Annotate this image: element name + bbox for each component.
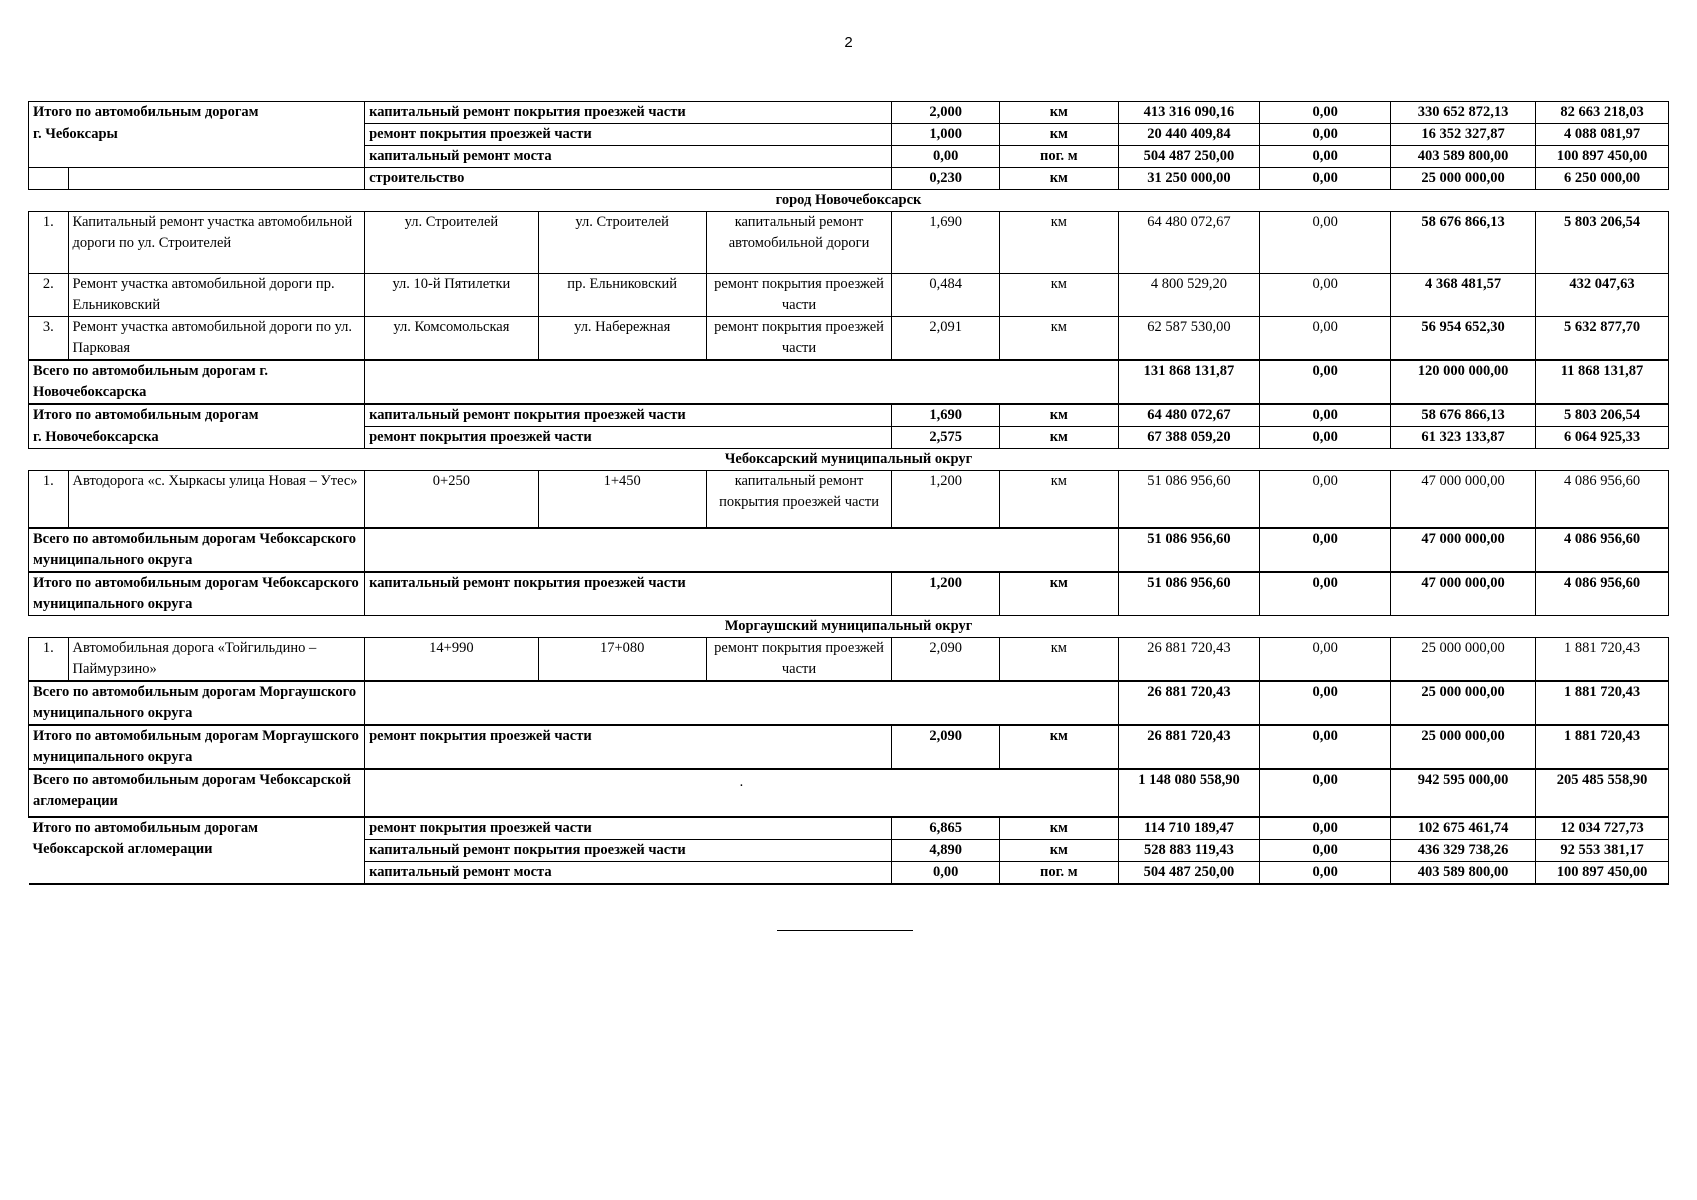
table-row: [29, 404, 1669, 427]
totals-label: г. Чебоксары: [29, 124, 365, 146]
work-type: ремонт покрытия проезжей части: [706, 274, 892, 317]
total-amount: 31 250 000,00: [1118, 168, 1260, 190]
section-title: город Новочебоксарск: [29, 190, 1669, 212]
local-amount: 100 897 450,00: [1536, 146, 1669, 168]
object-name: Автомобильная дорога «Тойгильдино – Паймурзино»: [68, 637, 365, 681]
start-point: ул. 10-й Пятилетки: [365, 274, 539, 317]
empty-cell: [365, 681, 1119, 725]
empty-cell: [365, 360, 1119, 404]
unit: км: [1000, 427, 1119, 449]
end-point: пр. Ельниковский: [538, 274, 706, 317]
start-point: 0+250: [365, 471, 539, 528]
section-header-row: [29, 190, 1669, 212]
unit: км: [1000, 725, 1119, 769]
object-name: Ремонт участка автомобильной дороги пр. Ельниковский: [68, 274, 365, 317]
length: 2,090: [892, 725, 1000, 769]
table-row: [29, 839, 1669, 861]
total-amount: 64 480 072,67: [1118, 212, 1260, 274]
totals-label: Итого по автомобильным дорогам: [29, 817, 365, 840]
end-point: ул. Строителей: [538, 212, 706, 274]
item-number: 1.: [29, 212, 69, 274]
unit: км: [1000, 274, 1119, 317]
work-type: ремонт покрытия проезжей части: [365, 124, 892, 146]
federal-amount: 0,00: [1260, 404, 1391, 427]
section-title: Моргаушский муниципальный округ: [29, 615, 1669, 637]
work-type: капитальный ремонт автомобильной дороги: [706, 212, 892, 274]
length: 1,690: [892, 404, 1000, 427]
work-type: ремонт покрытия проезжей части: [365, 817, 892, 840]
length: 2,000: [892, 102, 1000, 124]
local-amount: 1 881 720,43: [1536, 637, 1669, 681]
length: 6,865: [892, 817, 1000, 840]
road-works-table: [28, 101, 1669, 885]
local-amount: 5 803 206,54: [1536, 404, 1669, 427]
item-number: 1.: [29, 637, 69, 681]
table-row: [29, 168, 1669, 190]
local-amount: 5 803 206,54: [1536, 212, 1669, 274]
empty-cell: [68, 168, 365, 190]
unit: км: [1000, 839, 1119, 861]
unit: пог. м: [1000, 146, 1119, 168]
republic-amount: 403 589 800,00: [1391, 861, 1536, 884]
work-type: капитальный ремонт покрытия проезжей части: [365, 572, 892, 616]
table-row: [29, 528, 1669, 572]
object-name: Ремонт участка автомобильной дороги по ул. Парковая: [68, 317, 365, 361]
republic-amount: 120 000 000,00: [1391, 360, 1536, 404]
republic-amount: 58 676 866,13: [1391, 404, 1536, 427]
work-type: капитальный ремонт покрытия проезжей части: [365, 102, 892, 124]
end-point: 1+450: [538, 471, 706, 528]
page-number: 2: [844, 34, 853, 51]
local-amount: 92 553 381,17: [1536, 839, 1669, 861]
empty-cell: [29, 168, 69, 190]
federal-amount: 0,00: [1260, 637, 1391, 681]
length: 1,690: [892, 212, 1000, 274]
table-row: [29, 124, 1669, 146]
length: 1,000: [892, 124, 1000, 146]
empty-cell: [29, 146, 365, 168]
local-amount: 4 086 956,60: [1536, 471, 1669, 528]
republic-amount: 25 000 000,00: [1391, 681, 1536, 725]
federal-amount: 0,00: [1260, 817, 1391, 840]
length: 1,200: [892, 572, 1000, 616]
federal-amount: 0,00: [1260, 427, 1391, 449]
empty-cell: [365, 528, 1119, 572]
local-amount: 11 868 131,87: [1536, 360, 1669, 404]
end-point: ул. Набережная: [538, 317, 706, 361]
republic-amount: 58 676 866,13: [1391, 212, 1536, 274]
total-amount: 62 587 530,00: [1118, 317, 1260, 361]
table-row: [29, 427, 1669, 449]
federal-amount: 0,00: [1260, 725, 1391, 769]
republic-amount: 47 000 000,00: [1391, 471, 1536, 528]
local-amount: 205 485 558,90: [1536, 769, 1669, 817]
item-number: 3.: [29, 317, 69, 361]
item-number: 2.: [29, 274, 69, 317]
length: 1,200: [892, 471, 1000, 528]
republic-amount: 942 595 000,00: [1391, 769, 1536, 817]
unit: км: [1000, 471, 1119, 528]
table-row: [29, 861, 1669, 884]
table-row: [29, 146, 1669, 168]
republic-amount: 16 352 327,87: [1391, 124, 1536, 146]
totals-label: Всего по автомобильным дорогам г. Новочебоксарска: [29, 360, 365, 404]
total-amount: 413 316 090,16: [1118, 102, 1260, 124]
unit: км: [1000, 637, 1119, 681]
federal-amount: 0,00: [1260, 861, 1391, 884]
total-amount: 51 086 956,60: [1118, 572, 1260, 616]
table-row: [29, 817, 1669, 840]
work-type: ремонт покрытия проезжей части: [365, 725, 892, 769]
length: 2,090: [892, 637, 1000, 681]
federal-amount: 0,00: [1260, 681, 1391, 725]
local-amount: 100 897 450,00: [1536, 861, 1669, 884]
local-amount: 4 086 956,60: [1536, 572, 1669, 616]
totals-label: Всего по автомобильным дорогам Чебоксарского муниципального округа: [29, 528, 365, 572]
stray-mark: ·: [365, 769, 1119, 817]
unit: км: [1000, 817, 1119, 840]
republic-amount: 330 652 872,13: [1391, 102, 1536, 124]
item-number: 1.: [29, 471, 69, 528]
section-title: Чебоксарский муниципальный округ: [29, 449, 1669, 471]
totals-label: Всего по автомобильным дорогам Чебоксарской агломерации: [29, 769, 365, 817]
work-type: капитальный ремонт моста: [365, 146, 892, 168]
total-amount: 51 086 956,60: [1118, 471, 1260, 528]
work-type: капитальный ремонт моста: [365, 861, 892, 884]
republic-amount: 4 368 481,57: [1391, 274, 1536, 317]
table-row: [29, 317, 1669, 361]
table-row: [29, 769, 1669, 817]
total-amount: 20 440 409,84: [1118, 124, 1260, 146]
unit: км: [1000, 317, 1119, 361]
totals-label: Чебоксарской агломерации: [29, 839, 365, 861]
local-amount: 6 064 925,33: [1536, 427, 1669, 449]
unit: км: [1000, 168, 1119, 190]
federal-amount: 0,00: [1260, 471, 1391, 528]
empty-cell: [29, 861, 365, 884]
local-amount: 1 881 720,43: [1536, 725, 1669, 769]
republic-amount: 403 589 800,00: [1391, 146, 1536, 168]
object-name: Капитальный ремонт участка автомобильной дороги по ул. Строителей: [68, 212, 365, 274]
work-type: ремонт покрытия проезжей части: [706, 637, 892, 681]
totals-label: Всего по автомобильным дорогам Моргаушского муниципального округа: [29, 681, 365, 725]
work-type: капитальный ремонт покрытия проезжей части: [706, 471, 892, 528]
length: 0,00: [892, 861, 1000, 884]
local-amount: 82 663 218,03: [1536, 102, 1669, 124]
table-row: [29, 725, 1669, 769]
total-amount: 114 710 189,47: [1118, 817, 1260, 840]
republic-amount: 102 675 461,74: [1391, 817, 1536, 840]
federal-amount: 0,00: [1260, 274, 1391, 317]
start-point: ул. Строителей: [365, 212, 539, 274]
totals-label: г. Новочебоксарска: [29, 427, 365, 449]
table-row: [29, 681, 1669, 725]
federal-amount: 0,00: [1260, 212, 1391, 274]
totals-label: Итого по автомобильным дорогам Чебоксарского муниципального округа: [29, 572, 365, 616]
unit: пог. м: [1000, 861, 1119, 884]
table-row: [29, 360, 1669, 404]
republic-amount: 47 000 000,00: [1391, 528, 1536, 572]
local-amount: 4 086 956,60: [1536, 528, 1669, 572]
table-row: [29, 102, 1669, 124]
local-amount: 1 881 720,43: [1536, 681, 1669, 725]
length: 0,00: [892, 146, 1000, 168]
local-amount: 5 632 877,70: [1536, 317, 1669, 361]
total-amount: 26 881 720,43: [1118, 637, 1260, 681]
total-amount: 131 868 131,87: [1118, 360, 1260, 404]
unit: км: [1000, 572, 1119, 616]
total-amount: 4 800 529,20: [1118, 274, 1260, 317]
federal-amount: 0,00: [1260, 102, 1391, 124]
federal-amount: 0,00: [1260, 360, 1391, 404]
end-point: 17+080: [538, 637, 706, 681]
start-point: ул. Комсомольская: [365, 317, 539, 361]
republic-amount: 25 000 000,00: [1391, 637, 1536, 681]
table-row: [29, 572, 1669, 616]
work-type: ремонт покрытия проезжей части: [365, 427, 892, 449]
republic-amount: 25 000 000,00: [1391, 725, 1536, 769]
table-row: [29, 637, 1669, 681]
local-amount: 4 088 081,97: [1536, 124, 1669, 146]
federal-amount: 0,00: [1260, 124, 1391, 146]
federal-amount: 0,00: [1260, 528, 1391, 572]
work-type: капитальный ремонт покрытия проезжей части: [365, 839, 892, 861]
republic-amount: 47 000 000,00: [1391, 572, 1536, 616]
length: 0,484: [892, 274, 1000, 317]
local-amount: 12 034 727,73: [1536, 817, 1669, 840]
federal-amount: 0,00: [1260, 839, 1391, 861]
section-header-row: [29, 449, 1669, 471]
totals-label: Итого по автомобильным дорогам Моргаушского муниципального округа: [29, 725, 365, 769]
object-name: Автодорога «с. Хыркасы улица Новая – Утес»: [68, 471, 365, 528]
section-header-row: [29, 615, 1669, 637]
total-amount: 528 883 119,43: [1118, 839, 1260, 861]
unit: км: [1000, 124, 1119, 146]
unit: км: [1000, 102, 1119, 124]
local-amount: 432 047,63: [1536, 274, 1669, 317]
federal-amount: 0,00: [1260, 146, 1391, 168]
federal-amount: 0,00: [1260, 317, 1391, 361]
local-amount: 6 250 000,00: [1536, 168, 1669, 190]
republic-amount: 436 329 738,26: [1391, 839, 1536, 861]
total-amount: 504 487 250,00: [1118, 861, 1260, 884]
length: 2,091: [892, 317, 1000, 361]
start-point: 14+990: [365, 637, 539, 681]
total-amount: 1 148 080 558,90: [1118, 769, 1260, 817]
total-amount: 26 881 720,43: [1118, 725, 1260, 769]
republic-amount: 61 323 133,87: [1391, 427, 1536, 449]
federal-amount: 0,00: [1260, 769, 1391, 817]
work-type: ремонт покрытия проезжей части: [706, 317, 892, 361]
total-amount: 67 388 059,20: [1118, 427, 1260, 449]
table-row: [29, 274, 1669, 317]
federal-amount: 0,00: [1260, 168, 1391, 190]
length: 0,230: [892, 168, 1000, 190]
unit: км: [1000, 212, 1119, 274]
work-type: строительство: [365, 168, 892, 190]
federal-amount: 0,00: [1260, 572, 1391, 616]
table-row: [29, 212, 1669, 274]
total-amount: 51 086 956,60: [1118, 528, 1260, 572]
republic-amount: 25 000 000,00: [1391, 168, 1536, 190]
work-type: капитальный ремонт покрытия проезжей части: [365, 404, 892, 427]
total-amount: 504 487 250,00: [1118, 146, 1260, 168]
republic-amount: 56 954 652,30: [1391, 317, 1536, 361]
total-amount: 64 480 072,67: [1118, 404, 1260, 427]
totals-label: Итого по автомобильным дорогам: [29, 102, 365, 124]
total-amount: 26 881 720,43: [1118, 681, 1260, 725]
end-of-document-line: [777, 930, 913, 931]
length: 2,575: [892, 427, 1000, 449]
totals-label: Итого по автомобильным дорогам: [29, 404, 365, 427]
table-row: [29, 471, 1669, 528]
length: 4,890: [892, 839, 1000, 861]
unit: км: [1000, 404, 1119, 427]
